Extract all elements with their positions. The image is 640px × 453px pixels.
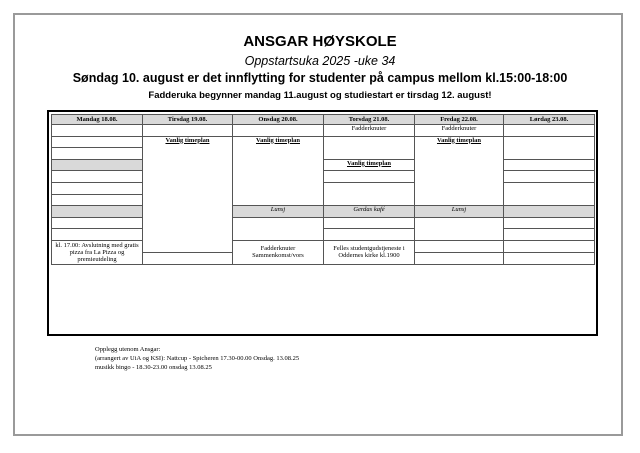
grey-cell xyxy=(504,206,595,218)
cell xyxy=(504,240,595,252)
day-header-saturday: Lørdag 23.08. xyxy=(504,115,595,125)
cell xyxy=(52,194,143,206)
cell xyxy=(415,252,504,264)
cell xyxy=(52,148,143,160)
day-header-friday: Fredag 22.08. xyxy=(415,115,504,125)
notes-line: musikk bingo - 18.30-23.00 onsdag 13.08.25 xyxy=(95,364,212,371)
cell xyxy=(324,136,415,159)
thu-timeplan-label: Vanlig timeplan xyxy=(346,159,391,167)
cell xyxy=(504,171,595,183)
day-header-thursday: Torsdag 21.08. xyxy=(324,115,415,125)
cell xyxy=(52,217,143,229)
cell xyxy=(52,125,143,137)
thu-fadderknuter-cell: Fadderknuter xyxy=(324,125,415,137)
fri-lunsj-cell: Lunsj xyxy=(415,206,504,218)
cell xyxy=(324,229,415,241)
table-header-row xyxy=(52,115,595,125)
cell xyxy=(324,171,415,183)
cell xyxy=(324,217,415,229)
cell xyxy=(233,125,324,137)
cell xyxy=(415,217,504,240)
fadderuka-notice: Fadderuka begynner mandag 11.august og studiestart er tirsdag 12. august! xyxy=(148,90,492,101)
cell xyxy=(504,252,595,264)
cell xyxy=(52,182,143,194)
thu-gerdas-kafe-cell: Gerdas kafé xyxy=(324,206,415,218)
cell xyxy=(504,136,595,159)
wed-lunsj-cell: Lunsj xyxy=(233,206,324,218)
fri-timeplan-label: Vanlig timeplan xyxy=(436,136,481,144)
table-row xyxy=(52,125,595,137)
cell xyxy=(143,125,233,137)
mon-evening-cell: kl. 17.00: Avslutning med gratis pizza fra La Pizza og premieutdeling xyxy=(52,240,143,264)
cell xyxy=(504,182,595,205)
cell xyxy=(504,159,595,171)
cell xyxy=(504,217,595,229)
notes-line: (arrangert av UiA og KSI): Nattcup - Spicheren 17.30-00.00 Onsdag. 13.08.25 xyxy=(95,355,300,362)
wed-timeplan-label: Vanlig timeplan xyxy=(255,136,300,144)
day-header-tuesday: Tirsdag 19.08. xyxy=(143,115,233,125)
cell xyxy=(504,125,595,137)
table-row xyxy=(52,136,595,148)
wed-timeplan-cell xyxy=(233,136,324,206)
cell xyxy=(415,240,504,252)
table-row xyxy=(52,159,595,171)
tue-timeplan-cell xyxy=(143,136,233,252)
fri-fadderknuter-cell: Fadderknuter xyxy=(415,125,504,137)
cell xyxy=(504,229,595,241)
cell xyxy=(52,136,143,148)
external-events-notes xyxy=(95,345,299,372)
cell xyxy=(324,182,415,205)
wed-evening-cell: Felles studentgudstjeneste i Oddernes kirke kl.1900 xyxy=(324,240,415,264)
evening-row xyxy=(52,240,595,252)
cell xyxy=(143,252,233,264)
week-subtitle: Oppstartsuka 2025 -uke 34 xyxy=(244,54,396,68)
schedule-table xyxy=(51,114,595,265)
move-in-notice: Søndag 10. august er det innflytting for studenter på campus mellom kl.15:00-18:00 xyxy=(72,71,568,85)
cell xyxy=(52,229,143,241)
grey-cell xyxy=(52,159,143,171)
tue-timeplan-label: Vanlig timeplan xyxy=(165,136,210,144)
day-header-monday: Mandag 18.08. xyxy=(52,115,143,125)
lunch-row xyxy=(52,206,595,218)
tue-evening-cell: Fadderknuter Sammenkomst/vors xyxy=(233,240,324,264)
grey-cell xyxy=(52,206,143,218)
fri-timeplan-cell xyxy=(415,136,504,206)
notes-line: Opplegg utenom Ansgar: xyxy=(95,346,161,353)
day-header-wednesday: Onsdag 20.08. xyxy=(233,115,324,125)
schedule-frame xyxy=(47,110,598,336)
cell xyxy=(233,217,324,240)
thu-timeplan-cell xyxy=(324,159,415,171)
cell xyxy=(52,171,143,183)
school-title: ANSGAR HØYSKOLE xyxy=(243,33,397,50)
